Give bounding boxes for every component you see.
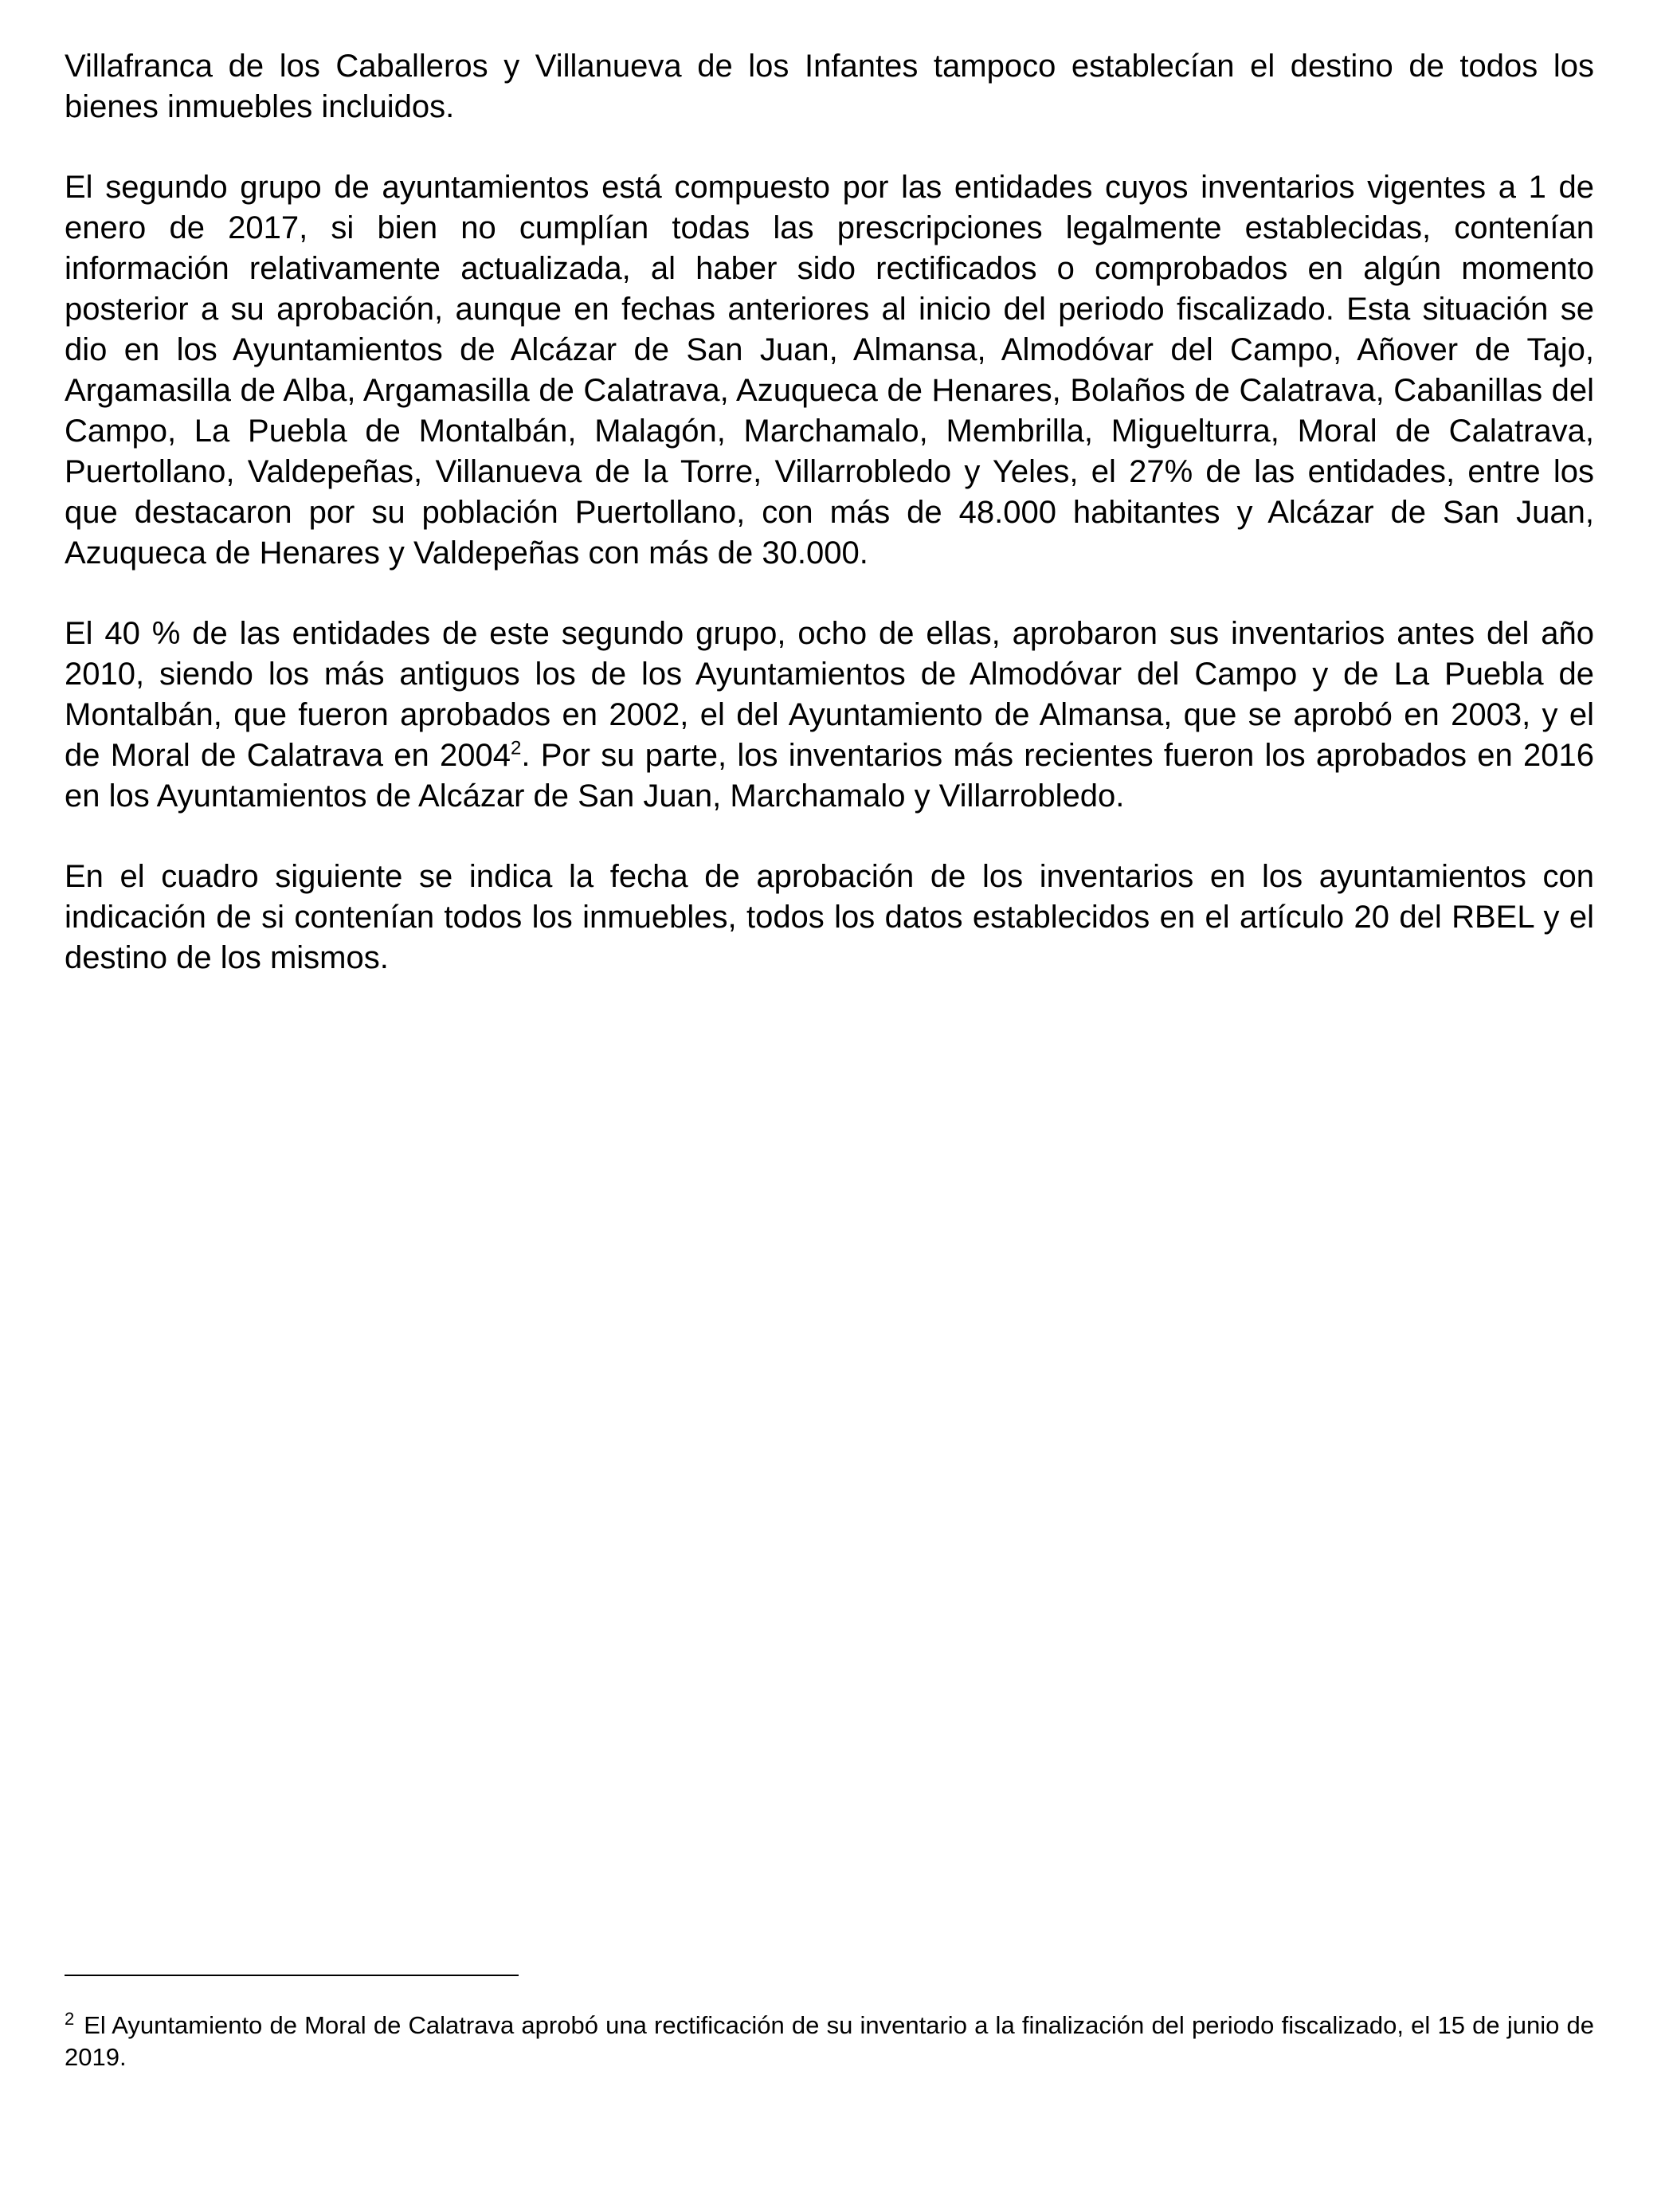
footnote-mark: 2 <box>65 2008 75 2029</box>
footnote-text: El Ayuntamiento de Moral de Calatrava aprobó una rectificación de su inventario a la finalización del periodo fiscalizado, el 15 de junio de 2019. <box>65 2011 1594 2071</box>
paragraph-3-text-before-note: El 40 % de las entidades de este segundo grupo, ocho de ellas, aprobaron sus inventarios antes del año 2010, siendo los más antiguos los de los Ayuntamientos de Almodóvar del Campo y de La Puebla de Montalbán, que fueron aprobados en 2002, el del Ayuntamiento de Almansa, que se aprobó en 2003, y el de Moral de Calatrava en 2004 <box>65 616 1594 773</box>
paragraph-3 <box>65 614 1594 817</box>
footnote <box>65 2010 1594 2073</box>
footnote-reference[interactable]: 2 <box>511 737 522 759</box>
paragraph-4: En el cuadro siguiente se indica la fecha de aprobación de los inventarios en los ayuntamientos con indicación de si contenían todos los inmuebles, todos los datos establecidos en el artículo 20 del RBEL y el destino de los mismos. <box>65 859 1594 975</box>
paragraph-3-text-after-note: . Por su parte, los inventarios más recientes fueron los aprobados en 2016 en los Ayuntamientos de Alcázar de San Juan, Marchamalo y Villarrobledo. <box>65 738 1594 814</box>
paragraph-1: Villafranca de los Caballeros y Villanueva de los Infantes tampoco establecían el destino de todos los bienes inmuebles incluidos. <box>65 49 1594 124</box>
footnote-separator <box>65 1975 519 1976</box>
paragraph-2: El segundo grupo de ayuntamientos está compuesto por las entidades cuyos inventarios vigentes a 1 de enero de 2017, si bien no cumplían todas las prescripciones legalmente establecidas, contenían información relativamente actualizada, al haber sido rectificados o comprobados en algún momento posterior a su aprobación, aunque en fechas anteriores al inicio del periodo fiscalizado. Esta situación se dio en los Ayuntamientos de Alcázar de San Juan, Almansa, Almodóvar del Campo, Añover de Tajo, Argamasilla de Alba, Argamasilla de Calatrava, Azuqueca de Henares, Bolaños de Calatrava, Cabanillas del Campo, La Puebla de Montalbán, Malagón, Marchamalo, Membrilla, Miguelturra, Moral de Calatrava, Puertollano, Valdepeñas, Villanueva de la Torre, Villarrobledo y Yeles, el 27% de las entidades, entre los que destacaron por su población Puertollano, con más de 48.000 habitantes y Alcázar de San Juan, Azuqueca de Henares y Valdepeñas con más de 30.000. <box>65 170 1594 571</box>
body-text <box>65 46 1594 1018</box>
